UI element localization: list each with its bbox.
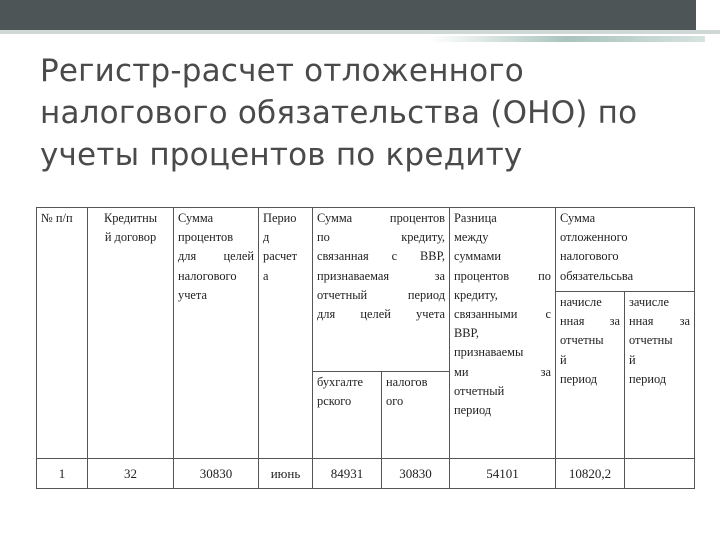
header-ono-written-off: зачисле нная за отчетны й период: [625, 292, 695, 459]
cell-contract: 32: [88, 459, 174, 489]
header-ono-accrued: начисле нная за отчетны й период: [556, 292, 625, 459]
accent-band: [0, 30, 720, 34]
header-num: № п/п: [37, 208, 88, 459]
title-line: Регистр-расчет отложенного: [40, 53, 524, 89]
header-tax-interest: Сумма процентов для целей налогового учета: [174, 208, 259, 459]
header-difference: Разница между суммами процентов по кредиту, связанными с ВВР, признаваемы ми за отчетный период: [450, 208, 556, 459]
cell-written-off: [625, 459, 695, 489]
cell-accrued: 10820,2: [556, 459, 625, 489]
slide-title: [40, 50, 700, 176]
cell-difference: 54101: [450, 459, 556, 489]
cell-period: июнь: [259, 459, 313, 489]
cell-tax: 30830: [382, 459, 450, 489]
header-period: Перио д расчет а: [259, 208, 313, 459]
cell-num: 1: [37, 459, 88, 489]
header-expense-tax: налогов ого: [382, 372, 450, 459]
header-ono-group: Сумма отложенного налогового обязательсьва: [556, 208, 695, 292]
register-table: [36, 207, 695, 489]
cell-accounting: 84931: [313, 459, 382, 489]
header-expense-accounting: бухгалте рского: [313, 372, 382, 459]
title-line: учеты процентов по кредиту: [40, 137, 523, 173]
table-row: [37, 459, 695, 489]
cell-tax-interest: 30830: [174, 459, 259, 489]
dark-band: [0, 0, 696, 30]
slide-top-bar: [0, 0, 720, 36]
header-expense-group: Сумма процентов по кредиту, связанная с ВВР, признаваемая за отчетный период для целей учета: [313, 208, 450, 372]
header-contract: Кредитны й договор: [88, 208, 174, 459]
accent-line: [430, 36, 705, 42]
title-line: налогового обязательства (ОНО) по: [40, 95, 638, 131]
